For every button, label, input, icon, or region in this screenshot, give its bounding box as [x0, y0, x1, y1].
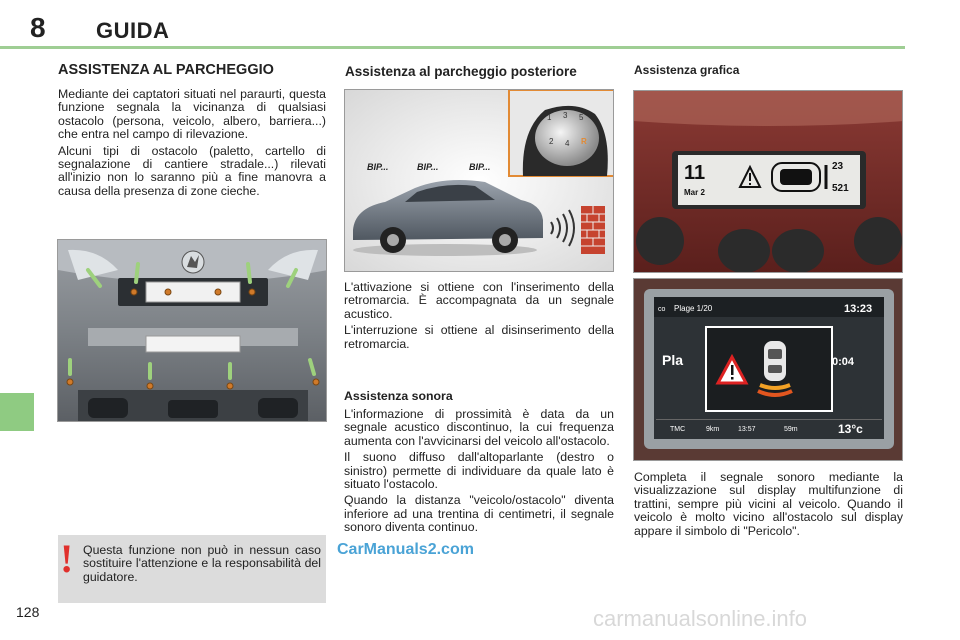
- gear-label: 2: [549, 137, 554, 146]
- grafica-text: [634, 471, 903, 541]
- station-label: co: [658, 306, 666, 313]
- display-time: 13:23: [844, 303, 873, 315]
- outside-temp: 13°c: [838, 422, 863, 436]
- source-label: Pla: [662, 352, 684, 368]
- section-title: ASSISTENZA AL PARCHEGGIO: [58, 62, 274, 78]
- activation-text: [344, 281, 614, 354]
- brand-logo: [182, 251, 204, 273]
- gear-knob-inset: [509, 90, 614, 176]
- sonora-paragraph-1: L'informazione di prossimità è data da un segnale acustico discontinuo, la cui frequenza aumenta con l'avvicinarsi del veicolo all'ostacolo.: [344, 407, 614, 448]
- brick-wall: [581, 206, 605, 254]
- watermark-carmanualsonline: carmanualsonline.info: [593, 606, 808, 631]
- intro-paragraph-2: Alcuni tipi di ostacolo (paletto, cartello di segnalazione di cantiere stradale...) rilevati all'inizio non lo saranno più a fine manovra a causa della presenza di zone cieche.: [58, 143, 326, 198]
- grafica-title: Assistenza grafica: [634, 63, 740, 77]
- middle-section-title: Assistenza al parcheggio posteriore: [345, 64, 577, 79]
- station-name: Plage 1/20: [674, 304, 713, 313]
- header-rule: [0, 46, 905, 49]
- clock-label: 13:57: [738, 426, 756, 433]
- bumper-sensors-image: [57, 239, 327, 422]
- display-day: 11: [684, 162, 706, 184]
- dashboard-display-image: [633, 90, 903, 273]
- watermark-carmanuals: CarManuals2.com: [337, 541, 474, 558]
- sonora-paragraph-2: Il suono diffuso dall'altoparlante (destro o sinistro) permette di individuare da quale lato è situato l'ostacolo.: [344, 450, 614, 492]
- sonora-subtitle: Assistenza sonora: [344, 389, 453, 403]
- tmc-label: TMC: [670, 426, 686, 433]
- warning-note-text: Questa funzione non può in nessun caso sostituire l'attenzione e la responsabilità del guidatore.: [83, 543, 321, 584]
- intro-paragraph-1: Mediante dei captatori situati nel paraurti, questa funzione segnala la vicinanza di qualsiasi ostacolo (persona, veicolo, albero, barriera...) che entra nel campo di rilevazione.: [58, 87, 326, 142]
- track-time: 0:04: [832, 356, 855, 368]
- gear-label: 5: [579, 113, 584, 122]
- activation-paragraph-2: L'interruzione si ottiene al disinserimento della retromarcia.: [344, 323, 614, 351]
- gear-label: 4: [565, 139, 570, 148]
- gear-label: 1: [547, 113, 552, 122]
- activation-paragraph-1: L'attivazione si ottiene con l'inserimento della retromarcia. È accompagnata da un segnale acustico.: [344, 280, 614, 321]
- gear-label-reverse: R: [581, 137, 587, 146]
- sonora-text: [344, 408, 614, 538]
- grafica-paragraph: Completa il segnale sonoro mediante la visualizzazione sul display multifunzione di trattini, sempre più vicini al veicolo. Quando il veicolo è molto vicino all'ostacolo sul display appare il simbolo di "Pericolo".: [634, 470, 903, 538]
- chapter-side-tab: [0, 393, 34, 431]
- beep-label: BIP...: [469, 162, 491, 172]
- beep-label: BIP...: [367, 162, 389, 172]
- gear-label: 3: [563, 111, 568, 120]
- beep-label: BIP...: [417, 162, 439, 172]
- multifunction-display-image: [633, 278, 903, 461]
- warning-icon: !: [60, 536, 74, 581]
- duration-label: 59m: [784, 426, 798, 433]
- display-date: Mar 2: [684, 188, 705, 197]
- display-temp: 23: [832, 161, 844, 172]
- intro-text: [58, 88, 326, 201]
- sonora-paragraph-3: Quando la distanza "veicolo/ostacolo" diventa inferiore ad una trentina di centimetri, il segnale sonoro diventa continuo.: [344, 493, 614, 535]
- display-odo: 521: [832, 183, 849, 194]
- chapter-number: 8: [30, 12, 46, 43]
- rear-parking-illustration: [344, 89, 614, 272]
- page-number: 128: [16, 604, 40, 620]
- distance-label: 9km: [706, 426, 720, 433]
- chapter-title: GUIDA: [96, 18, 170, 43]
